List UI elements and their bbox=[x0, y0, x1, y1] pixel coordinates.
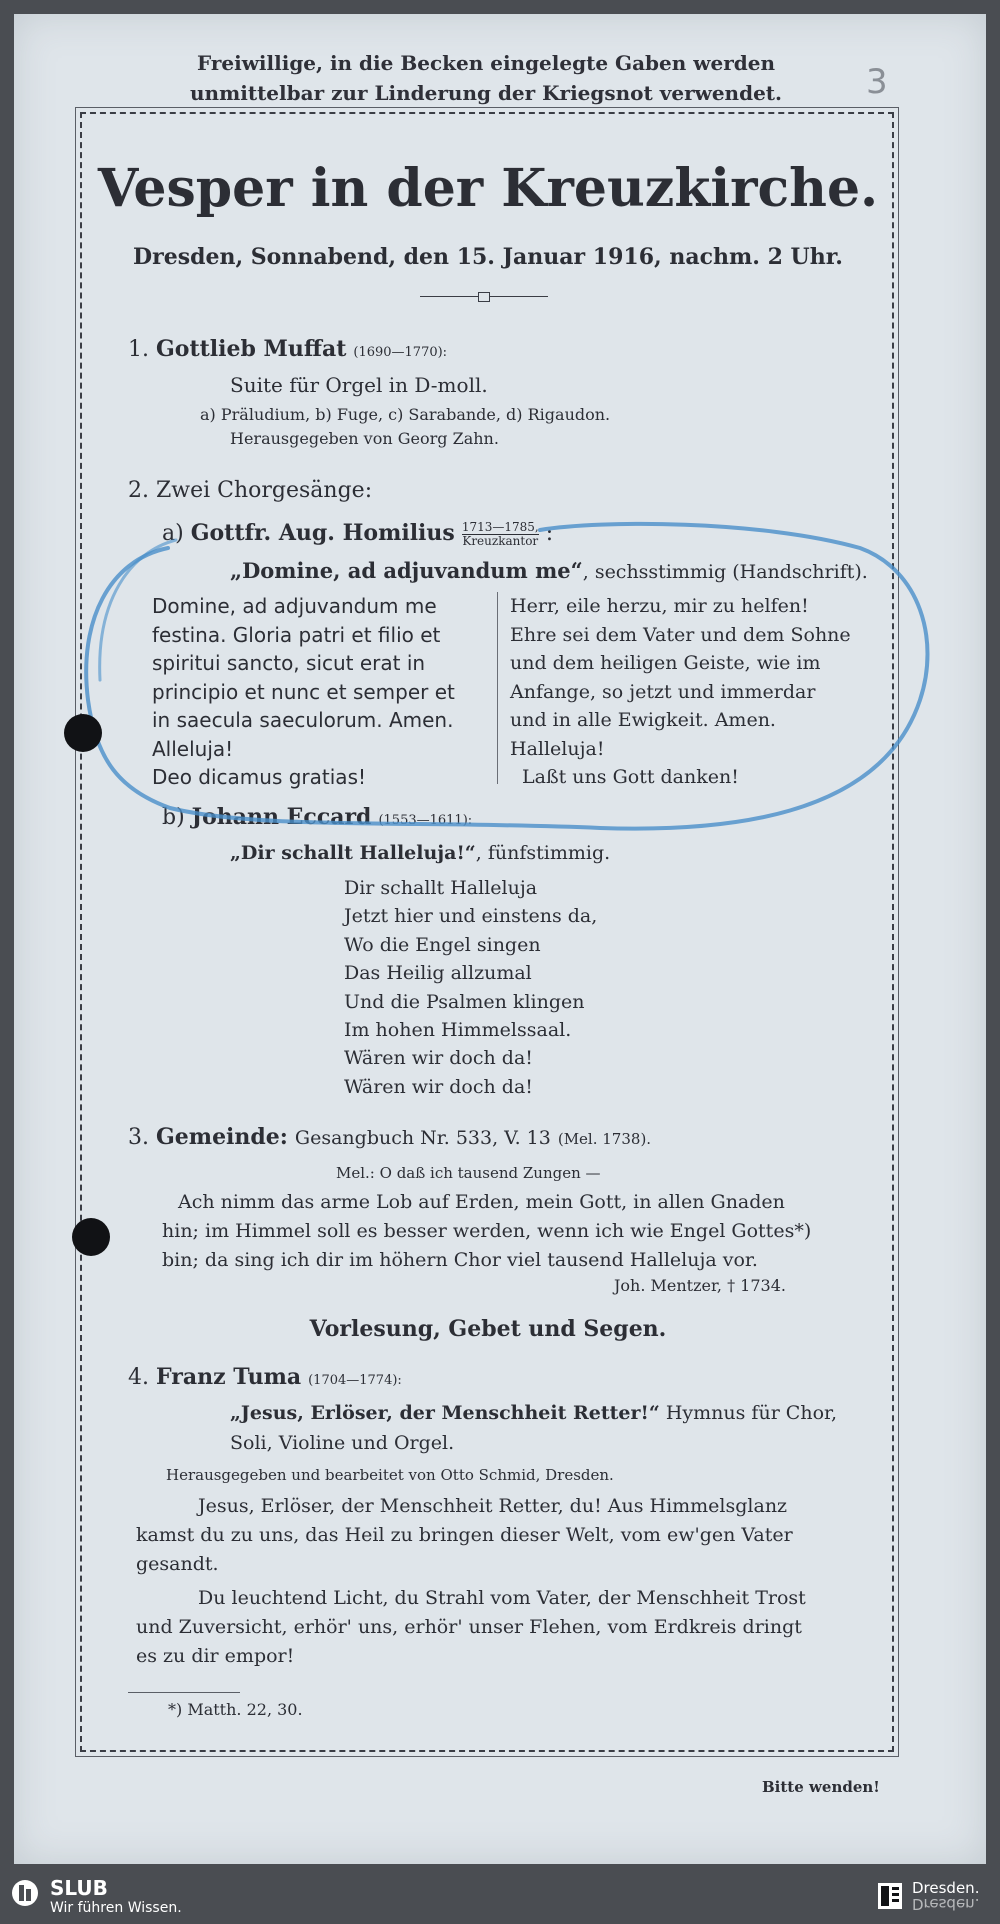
punch-hole bbox=[64, 714, 102, 752]
poem-line: Dir schallt Halleluja bbox=[344, 877, 538, 899]
german-line: Herr, eile herzu, mir zu helfen! bbox=[510, 595, 809, 617]
slub-brand[interactable]: SLUB bbox=[50, 1876, 108, 1900]
hymn-line: Du leuchtend Licht, du Strahl vom Vater, der Menschheit Trost bbox=[198, 1587, 806, 1609]
item-2a-work bbox=[230, 558, 868, 583]
latin-line: Alleluja! bbox=[152, 736, 234, 761]
german-line: und in alle Ewigkeit. Amen. bbox=[510, 709, 776, 731]
poem-line: Wären wir doch da! bbox=[344, 1075, 533, 1098]
poem-line: Wo die Engel singen bbox=[344, 933, 541, 956]
poem-line: Im hohen Himmelssaal. bbox=[344, 1019, 572, 1042]
latin-line: in saecula saeculorum. Amen. bbox=[152, 708, 454, 732]
work-note: , fünfstimmig. bbox=[475, 842, 611, 864]
item-letter: a) bbox=[162, 521, 184, 546]
german-line: Anfange, so jetzt und immerdar bbox=[510, 680, 816, 703]
german-line: Halleluja! bbox=[510, 737, 605, 760]
work-title: Suite für Orgel in D-moll. bbox=[230, 373, 488, 397]
slub-logo-icon[interactable] bbox=[10, 1878, 40, 1908]
column-separator bbox=[497, 592, 498, 784]
latin-line: principio et nunc et semper et bbox=[152, 679, 455, 704]
composer-name: Franz Tuma bbox=[156, 1364, 302, 1390]
work-editor: Herausgegeben und bearbeitet von Otto Schmid, Dresden. bbox=[166, 1466, 614, 1484]
hymn-source: Gesangbuch Nr. 533, V. 13 bbox=[294, 1127, 551, 1149]
work-note: , sechsstimmig (Handschrift). bbox=[582, 561, 868, 583]
german-line: und dem heiligen Geiste, wie im bbox=[510, 652, 821, 674]
hymn-text bbox=[162, 1188, 862, 1275]
dresden-crest-icon bbox=[874, 1880, 906, 1912]
latin-line: Deo dicamus gratias! bbox=[152, 765, 367, 789]
item-3-heading bbox=[128, 1124, 651, 1150]
item-4-work bbox=[230, 1402, 837, 1424]
hymn-line: Ach nimm das arme Lob auf Erden, mein Gott, in allen Gnaden bbox=[178, 1191, 785, 1213]
melody-note: Mel.: O daß ich tausend Zungen — bbox=[336, 1164, 601, 1182]
composer-dates: (1690—1770): bbox=[353, 345, 448, 360]
dresden-wordmark bbox=[912, 1880, 979, 1912]
work-title: „Dir schallt Halleluja!“ bbox=[230, 842, 476, 864]
hymn-line: gesandt. bbox=[136, 1553, 219, 1575]
composer-name: Gottfr. Aug. Homilius bbox=[190, 520, 455, 546]
item-label: Gemeinde: bbox=[156, 1124, 288, 1150]
item-number: 3. bbox=[128, 1125, 149, 1150]
poem-line: Wären wir doch da! bbox=[344, 1047, 533, 1070]
viewer-footer-bar bbox=[0, 1872, 1000, 1924]
item-1-heading bbox=[128, 336, 447, 362]
work-title: „Jesus, Erlöser, der Menschheit Retter!“ bbox=[230, 1402, 660, 1424]
work-note: Hymnus für Chor, bbox=[659, 1402, 838, 1424]
dresden-text-mirror: Dresden. bbox=[912, 1895, 980, 1913]
latin-line: spiritui sancto, sicut erat in bbox=[152, 651, 426, 675]
latin-line: festina. Gloria patri et filio et bbox=[152, 622, 441, 647]
hymn-line: kamst du zu uns, das Heil zu bringen dieser Welt, vom ew'gen Vater bbox=[136, 1524, 793, 1546]
latin-text-column bbox=[152, 592, 482, 792]
item-4-heading bbox=[128, 1364, 402, 1390]
poem-line: Das Heilig allzumal bbox=[344, 962, 532, 985]
german-line: Ehre sei dem Vater und dem Sohne bbox=[510, 623, 851, 646]
work-movements: a) Präludium, b) Fuge, c) Sarabande, d) Rigaudon. bbox=[200, 405, 611, 424]
donation-notice bbox=[0, 48, 972, 108]
item-2a-heading: a) Gottfr. Aug. Homilius 1713—1785, Kreuzkantor : bbox=[162, 519, 554, 548]
notice-line: Freiwillige, in die Becken eingelegte Gaben werden bbox=[197, 51, 775, 75]
work-title: „Domine, ad adjuvandum me“ bbox=[230, 558, 583, 583]
hymn-line: es zu dir empor! bbox=[136, 1645, 295, 1667]
footnote-rule bbox=[128, 1692, 240, 1693]
composer-dates: (1704—1774): bbox=[308, 1373, 402, 1388]
item-letter: b) bbox=[162, 805, 185, 830]
hymn-author: Joh. Mentzer, † 1734. bbox=[614, 1276, 786, 1295]
item-2b-heading bbox=[162, 804, 472, 830]
latin-line: Domine, ad adjuvandum me bbox=[152, 594, 437, 618]
event-date-line: Dresden, Sonnabend, den 15. Januar 1916, nachm. 2 Uhr. bbox=[133, 244, 843, 270]
composer-role: Kreuzkantor bbox=[462, 533, 539, 548]
hymn-line: hin; im Himmel soll es besser werden, wenn ich wie Engel Gottes*) bbox=[162, 1220, 812, 1242]
melody-year: (Mel. 1738). bbox=[557, 1130, 652, 1148]
punch-hole bbox=[72, 1218, 110, 1256]
hymn-text-2 bbox=[136, 1584, 862, 1671]
slub-tagline: Wir führen Wissen. bbox=[50, 1900, 182, 1916]
composer-dates: (1553—1611): bbox=[378, 813, 473, 828]
page-title: Vesper in der Kreuzkirche. bbox=[97, 158, 879, 219]
composer-name: Gottlieb Muffat bbox=[156, 336, 347, 362]
turn-page-note: Bitte wenden! bbox=[762, 1778, 880, 1796]
dresden-text: Dresden. bbox=[912, 1879, 980, 1897]
composer-dates: 1713—1785, bbox=[461, 519, 539, 534]
item-number: 1. bbox=[128, 337, 149, 362]
work-editor: Herausgegeben von Georg Zahn. bbox=[230, 429, 499, 448]
german-line: Laßt uns Gott danken! bbox=[522, 766, 739, 788]
composer-name: Johann Eccard bbox=[191, 804, 372, 830]
hymn-line: bin; da sing ich dir im höhern Chor viel tausend Halleluja vor. bbox=[162, 1249, 758, 1271]
pencil-page-number: 3 bbox=[866, 62, 888, 102]
hymn-line: und Zuversicht, erhör' uns, erhör' unser Flehen, vom Erdkreis dringt bbox=[136, 1616, 802, 1638]
item-number: 4. bbox=[128, 1365, 149, 1390]
hymn-line: Jesus, Erlöser, der Menschheit Retter, du! Aus Himmelsglanz bbox=[198, 1495, 788, 1517]
poem-line: Und die Psalmen klingen bbox=[344, 990, 585, 1013]
poem-text bbox=[344, 874, 597, 1101]
hymn-text-1 bbox=[136, 1492, 862, 1579]
item-2-heading: 2. Zwei Chorgesänge: bbox=[128, 478, 373, 503]
item-2b-work bbox=[230, 842, 610, 864]
poem-line: Jetzt hier und einstens da, bbox=[344, 905, 598, 928]
german-text-column bbox=[510, 592, 862, 792]
work-note-continued: Soli, Violine und Orgel. bbox=[230, 1432, 455, 1454]
ornament-divider-box bbox=[478, 292, 490, 302]
reading-heading: Vorlesung, Gebet und Segen. bbox=[309, 1316, 667, 1342]
notice-line: unmittelbar zur Linderung der Kriegsnot verwendet. bbox=[189, 81, 782, 105]
footnote: *) Matth. 22, 30. bbox=[168, 1700, 303, 1719]
